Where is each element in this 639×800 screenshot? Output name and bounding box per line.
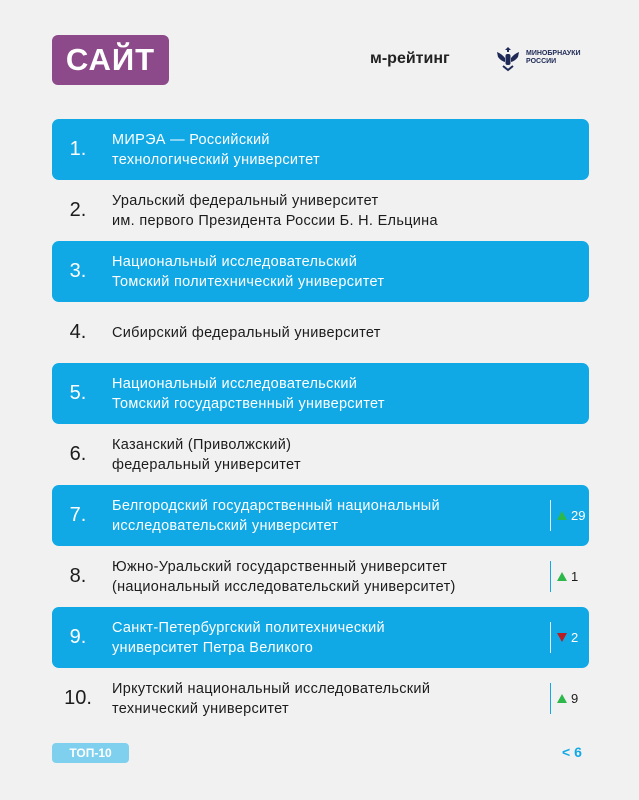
rank-change-value: 29 (571, 508, 586, 523)
ministry-line-1: МИНОБРНАУКИ (526, 50, 581, 57)
university-name: Иркутский национальный исследовательский технический университет (112, 680, 431, 717)
ranking-row (52, 241, 589, 302)
rank-change (550, 500, 595, 531)
rank-number: 7. (69, 504, 87, 526)
university-name: МИРЭА — Российский технологический университет (112, 131, 320, 168)
rank-change-value: 1 (571, 569, 579, 584)
ranking-row (52, 607, 589, 668)
ranking-row (52, 119, 589, 180)
university-name: Национальный исследовательский Томский политехнический университет (112, 253, 385, 290)
ranking-row (52, 546, 589, 607)
ministry-line-2: РОССИИ (526, 58, 557, 65)
ranking-row (52, 180, 589, 241)
arrow-up-icon (557, 572, 567, 581)
ranking-row (52, 668, 589, 729)
ranking-list (52, 119, 589, 729)
university-name: Казанский (Приволжский) федеральный университет (112, 436, 301, 473)
ministry-logo (494, 44, 581, 72)
university-name: Сибирский федеральный университет (112, 324, 381, 341)
ranking-row (52, 424, 589, 485)
ranking-row (52, 302, 589, 363)
arrow-up-icon (557, 694, 567, 703)
rank-number: 2. (69, 199, 87, 221)
university-name: Южно-Уральский государственный университет (национальный исследовательский университет) (112, 558, 456, 595)
arrow-down-icon (557, 633, 567, 642)
rank-number: 8. (69, 565, 87, 587)
rank-number: 9. (69, 626, 87, 648)
top10-tag: ТОП-10 (52, 743, 129, 763)
rank-number: 6. (69, 443, 87, 465)
rank-change-value: 2 (571, 630, 579, 645)
rank-change (550, 683, 595, 714)
university-name: Санкт-Петербургский политехнический университет Петра Великого (112, 619, 385, 656)
rank-number: 10. (64, 687, 92, 709)
university-name: Белгородский государственный национальный исследовательский университет (112, 497, 440, 534)
rank-number: 3. (69, 260, 87, 282)
ranking-row (52, 363, 589, 424)
rank-number: 1. (69, 138, 87, 160)
rank-change (550, 622, 595, 653)
site-badge: САЙТ (52, 35, 169, 85)
brand-title: м-рейтинг (370, 50, 450, 67)
university-name: Национальный исследовательский Томский государственный университет (112, 375, 385, 412)
rank-number: 4. (69, 321, 87, 343)
university-name: Уральский федеральный университет им. первого Президента России Б. Н. Ельцина (112, 192, 438, 229)
page-indicator[interactable]: < 6 (562, 744, 582, 760)
arrow-up-icon (557, 511, 567, 520)
ranking-row (52, 485, 589, 546)
rank-change-value: 9 (571, 691, 579, 706)
rank-number: 5. (69, 382, 87, 404)
rank-change (550, 561, 595, 592)
eagle-emblem-icon (494, 44, 522, 72)
